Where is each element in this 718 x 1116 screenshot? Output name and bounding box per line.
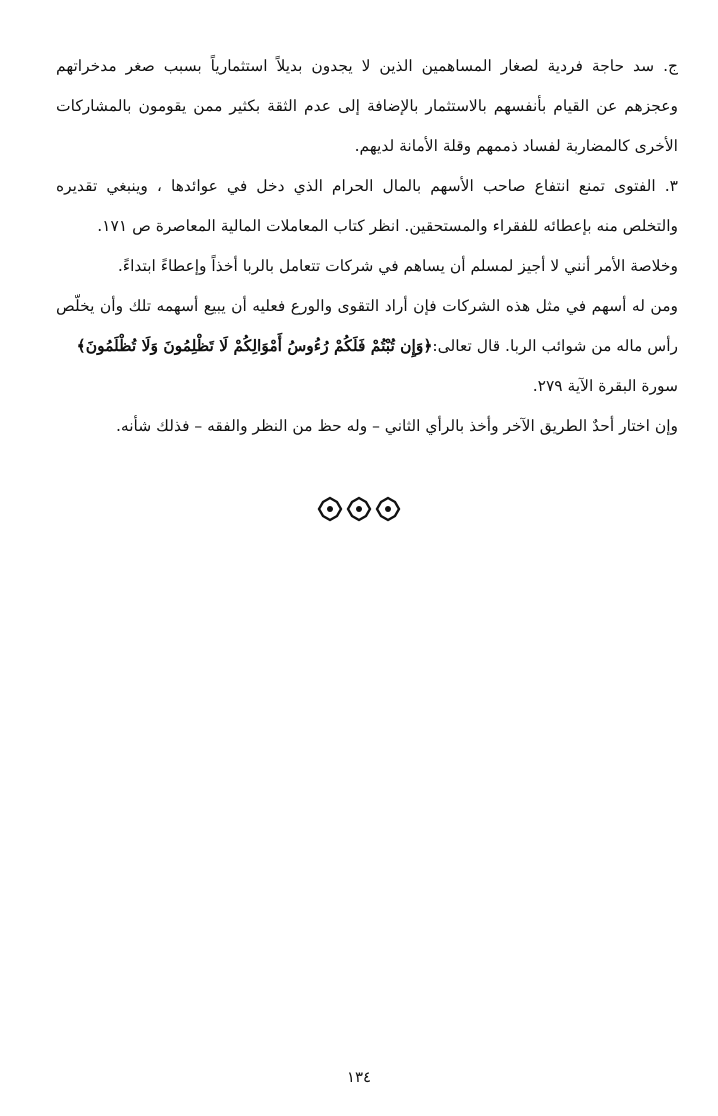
text-line: ٣. الفتوى تمنع انتفاع صاحب الأسهم بالمال الحرام الذي دخل في عوائدها ، وينبغي تقديره (56, 177, 678, 195)
text-line: ومن له أسهم في مثل هذه الشركات فإن أراد التقوى والورع فعليه أن يبيع أسهمه تلك وأن يخلّص (56, 297, 678, 315)
text-line: وعجزهم عن القيام بأنفسهم بالاستثمار بالإضافة إلى عدم الثقة بكثير ممن يقومون بالمشاركات (56, 97, 678, 115)
body-text (56, 46, 678, 446)
text-line: وخلاصة الأمر أنني لا أجيز لمسلم أن يساهم في شركات تتعامل بالربا أخذاً وإعطاءً ابتداءً. (117, 257, 678, 275)
section-ornament (0, 496, 718, 524)
text-line: سورة البقرة الآية ٢٧٩. (532, 377, 678, 395)
page-number: ١٣٤ (346, 1068, 372, 1086)
text-line: ج. سد حاجة فردية لصغار المساهمين الذين لا يجدون بديلاً استثمارياً بسبب صغر مدخراتهم (56, 57, 678, 75)
verse-intro: رأس ماله من شوائب الربا. قال تعالى: (432, 337, 678, 355)
text-line: الأخرى كالمضاربة لفساد ذممهم وقلة الأمانة لديهم. (354, 137, 678, 155)
text-line: وإن اختار أحدٌ الطريق الآخر وأخذ بالرأي الثاني – وله حظ من النظر والفقه – فذلك شأنه. (115, 417, 678, 435)
text-line: والتخلص منه بإعطائه للفقراء والمستحقين. انظر كتاب المعاملات المالية المعاصرة ص ١٧١. (97, 217, 678, 235)
quran-verse: ﴿وَإِن تُبْتُمْ فَلَكُمْ رُءُوسُ أَمْوَالِكُمْ لَا تَظْلِمُونَ وَلَا تُظْلَمُونَ﴾ (76, 336, 433, 355)
ornament-icon (317, 496, 401, 522)
text-line-with-verse (56, 326, 678, 366)
